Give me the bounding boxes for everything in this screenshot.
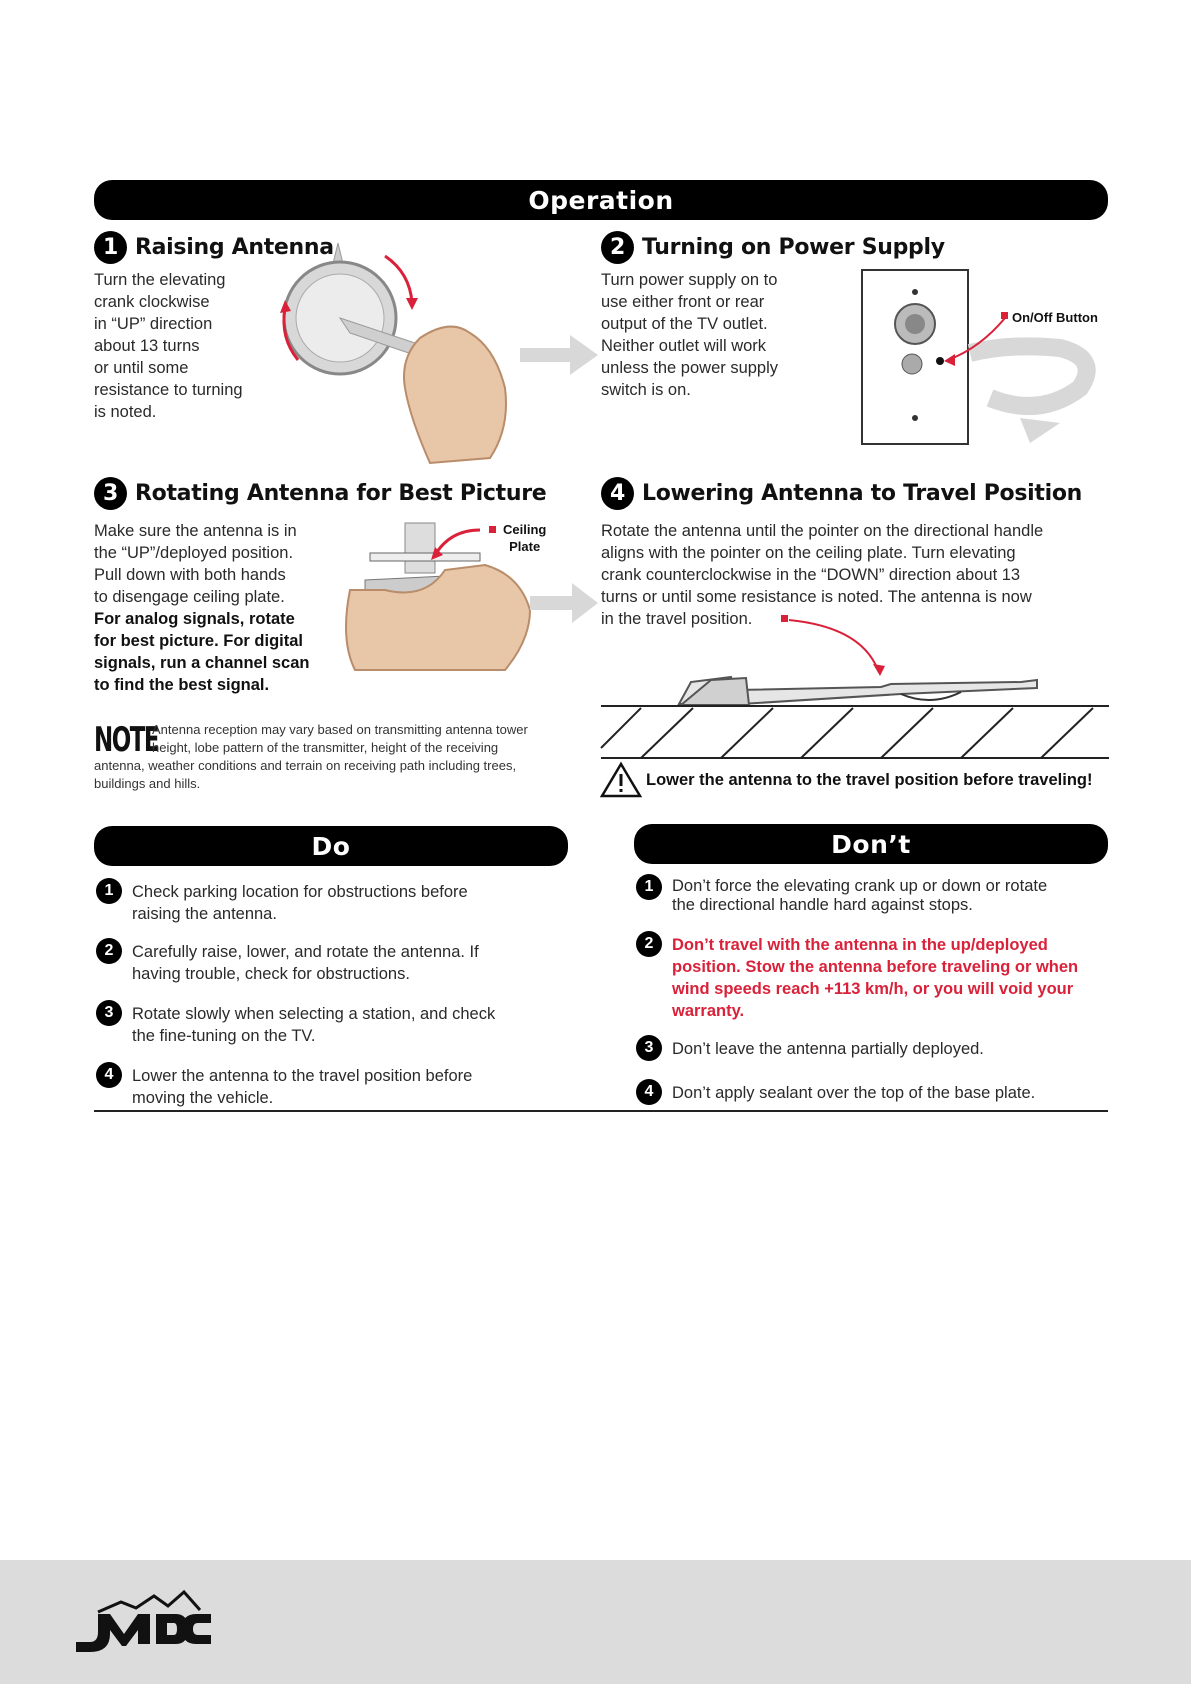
travel-warning: [600, 762, 1092, 798]
dont-number-3: 3: [636, 1035, 662, 1061]
dont-number-2: 2: [636, 931, 662, 957]
do-line: raising the antenna.: [132, 905, 277, 923]
step-3-bold-line: signals, run a channel scan: [94, 654, 310, 672]
step-number-4: 4: [601, 477, 634, 510]
dont-item: [636, 1038, 984, 1061]
note-label: NOTE: [94, 720, 159, 760]
step-4-line: aligns with the pointer on the ceiling plate. Turn elevating: [601, 544, 1016, 562]
dont-item-text: [672, 877, 1047, 915]
dont-number-1: 1: [636, 874, 662, 900]
dont-line: Don’t force the elevating crank up or down or rotate: [672, 877, 1048, 895]
dont-line: Don’t leave the antenna partially deployed.: [672, 1040, 984, 1058]
note-text: [94, 721, 584, 793]
step-1-line: Turn the elevating: [94, 271, 226, 289]
dont-item: [636, 1082, 1035, 1105]
step-4-title-text: Lowering Antenna to Travel Position: [642, 481, 1083, 506]
note-line: buildings and hills.: [94, 776, 201, 791]
operation-heading-bar: [94, 180, 1108, 220]
dont-line: warranty.: [672, 1002, 745, 1020]
on-off-button-callout: On/Off Button: [1012, 310, 1098, 325]
section-divider: [94, 1110, 1108, 1112]
step-number-2: 2: [601, 231, 634, 264]
step-2-title: [601, 231, 945, 264]
ceiling-callout-line: Ceiling: [503, 522, 547, 537]
do-item: [96, 1065, 472, 1109]
step-4-line: crank counterclockwise in the “DOWN” direction about 13: [601, 566, 1021, 584]
note-line: antenna, weather conditions and terrain on receiving path including trees,: [94, 758, 517, 773]
step-4-line: in the travel position.: [601, 610, 753, 628]
step-3-line: Make sure the antenna is in: [94, 522, 297, 540]
do-line: Lower the antenna to the travel position before: [132, 1067, 473, 1085]
step-1-text: [94, 269, 284, 423]
step-3-bold-line: For analog signals, rotate: [94, 610, 295, 628]
step-2-line: output of the TV outlet.: [601, 315, 768, 333]
warning-icon: [600, 762, 642, 798]
tv-outlet-illustration: [860, 268, 1110, 448]
do-line: moving the vehicle.: [132, 1089, 274, 1107]
do-line: the fine-tuning on the TV.: [132, 1027, 316, 1045]
step-4-title: [601, 477, 1082, 510]
step-2-line: unless the power supply: [601, 359, 779, 377]
do-number-1: 1: [96, 878, 122, 904]
step-number-3: 3: [94, 477, 127, 510]
step-3-title-text: Rotating Antenna for Best Picture: [135, 481, 547, 506]
step-3-title: [94, 477, 546, 510]
dont-number-4: 4: [636, 1079, 662, 1105]
dont-line: Don’t apply sealant over the top of the base plate.: [672, 1084, 1036, 1102]
do-line: Carefully raise, lower, and rotate the antenna. If: [132, 943, 479, 961]
do-line: Check parking location for obstructions before: [132, 883, 468, 901]
dont-heading-bar: [634, 824, 1108, 864]
dont-item-text: [672, 1082, 1035, 1105]
step-1-line: or until some: [94, 359, 189, 377]
step-4-line: turns or until some resistance is noted. The antenna is now: [601, 588, 1032, 606]
dont-item-text: [672, 934, 1078, 1022]
do-number-2: 2: [96, 938, 122, 964]
step-2-line: Neither outlet will work: [601, 337, 767, 355]
step-3-bold-line: for best picture. For digital: [94, 632, 304, 650]
mdc-logo-icon: [76, 1590, 211, 1652]
step-1-line: resistance to turning: [94, 381, 243, 399]
step-4-line: Rotate the antenna until the pointer on the directional handle: [601, 522, 1044, 540]
step-1-line: is noted.: [94, 403, 157, 421]
step-3-text: [94, 520, 344, 696]
flow-arrow-icon: [520, 330, 600, 380]
dont-line: Don’t travel with the antenna in the up/deployed: [672, 936, 1048, 954]
do-item: [96, 1003, 495, 1047]
dont-line: the directional handle hard against stops.: [672, 896, 973, 914]
do-line: Rotate slowly when selecting a station, and check: [132, 1005, 496, 1023]
flow-arrow-icon: [530, 578, 600, 628]
footer: [0, 1560, 1191, 1684]
do-number-4: 4: [96, 1062, 122, 1088]
do-item-text: [132, 1003, 495, 1047]
step-2-text: [601, 269, 831, 401]
do-heading-bar: [94, 826, 568, 866]
step-1-line: in “UP” direction: [94, 315, 213, 333]
do-item-text: [132, 1065, 472, 1109]
ceiling-callout-line: Plate: [509, 539, 541, 554]
step-number-1: 1: [94, 231, 127, 264]
step-2-title-text: Turning on Power Supply: [642, 235, 945, 260]
dont-heading: Don’t: [831, 829, 911, 859]
dont-item-highlight: [636, 934, 1078, 1022]
note-line: height, lobe pattern of the transmitter, height of the receiving: [152, 740, 499, 755]
do-line: having trouble, check for obstructions.: [132, 965, 410, 983]
do-item: [96, 881, 468, 925]
step-3-bold-line: to find the best signal.: [94, 676, 270, 694]
ceiling-plate-callout: [503, 521, 546, 555]
dont-line: wind speeds reach +113 km/h, or you will void your: [672, 980, 1074, 998]
do-item: [96, 941, 479, 985]
step-3-line: to disengage ceiling plate.: [94, 588, 285, 606]
step-3-line: the “UP”/deployed position.: [94, 544, 294, 562]
note-line: Antenna reception may vary based on transmitting antenna tower: [152, 722, 528, 737]
step-2-line: Turn power supply on to: [601, 271, 778, 289]
operation-heading: Operation: [528, 185, 674, 215]
dont-item: [636, 877, 1047, 915]
step-1-line: crank clockwise: [94, 293, 210, 311]
dont-item-text: [672, 1038, 984, 1061]
step-2-line: switch is on.: [601, 381, 691, 399]
do-number-3: 3: [96, 1000, 122, 1026]
dont-line: position. Stow the antenna before traveling or when: [672, 958, 1079, 976]
step-1-title-text: Raising Antenna: [135, 235, 334, 260]
do-item-text: [132, 941, 479, 985]
step-1-line: about 13 turns: [94, 337, 200, 355]
travel-position-illustration: [601, 612, 1109, 762]
travel-warning-text: Lower the antenna to the travel position before traveling!: [646, 770, 1093, 789]
do-item-text: [132, 881, 468, 925]
step-3-line: Pull down with both hands: [94, 566, 286, 584]
do-heading: Do: [311, 831, 351, 861]
step-2-line: use either front or rear: [601, 293, 765, 311]
crank-illustration: [280, 238, 540, 463]
